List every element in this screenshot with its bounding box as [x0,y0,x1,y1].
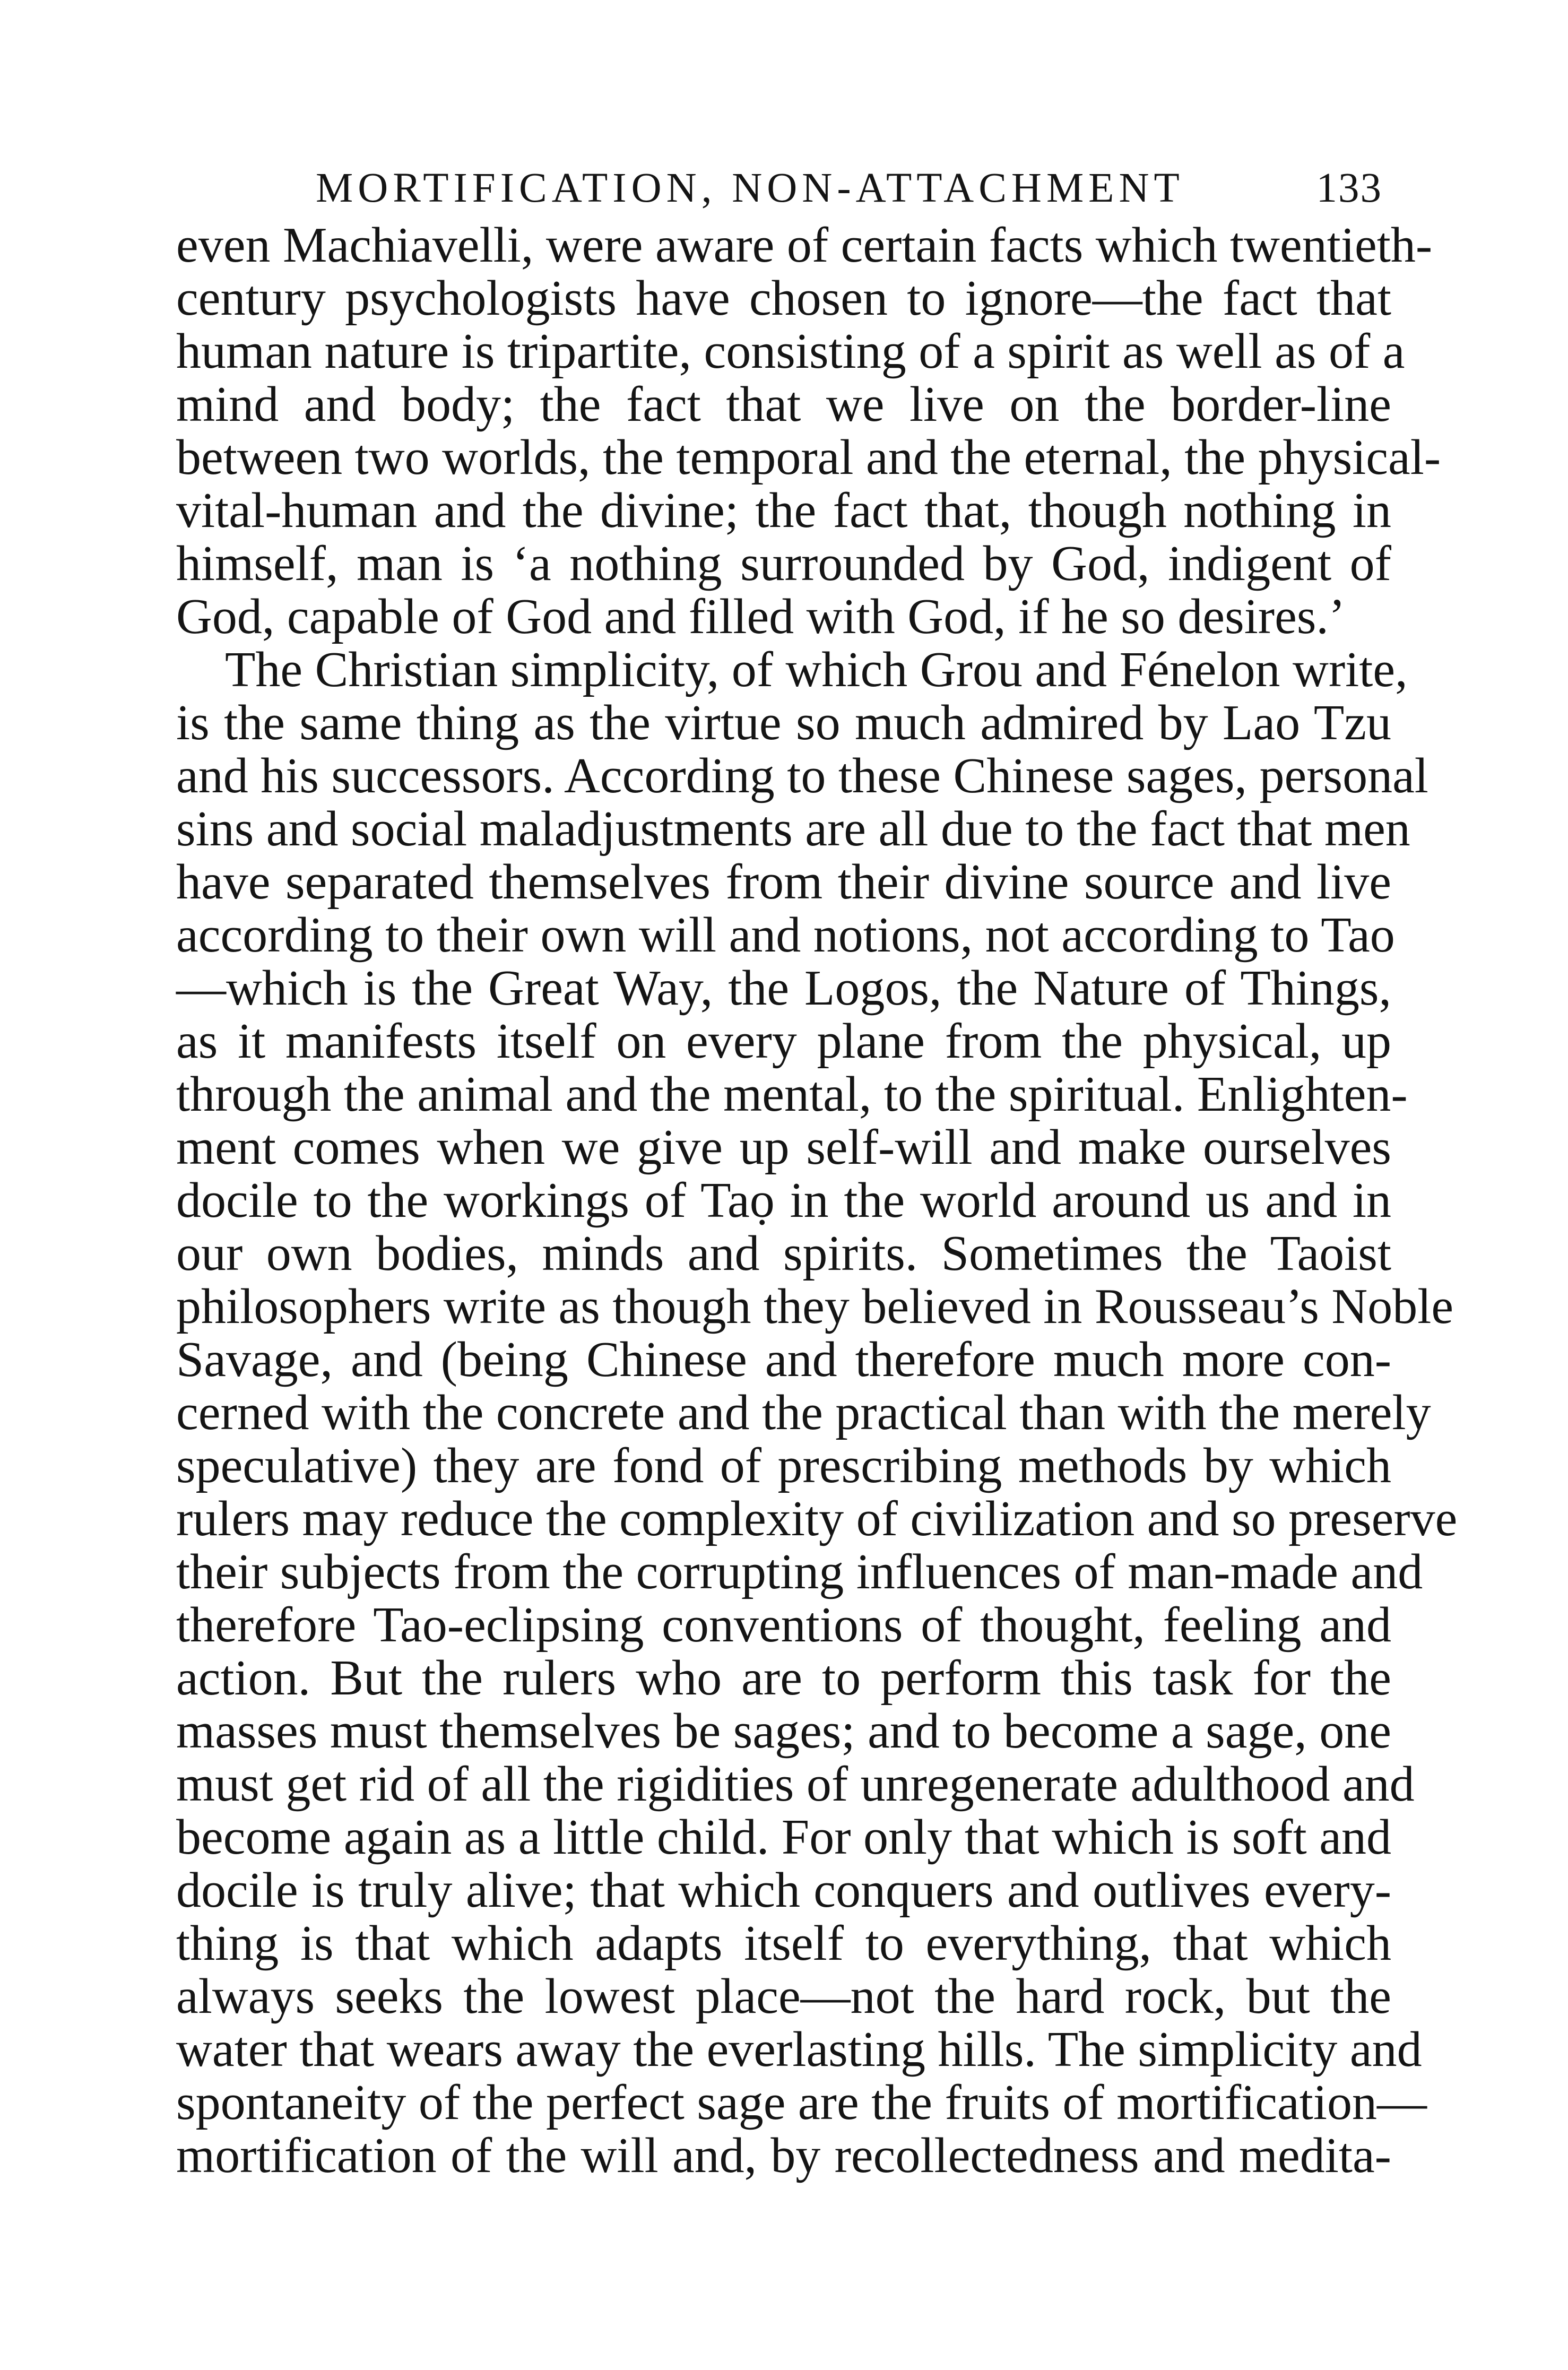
text-line: between two worlds, the temporal and the eternal, the physical- [176,430,1441,485]
text-line: must get rid of all the rigidities of unregenerate adulthood and [176,1757,1415,1812]
text-line: —which is the Great Way, the Logos, the Nature of Things, [176,961,1391,1016]
text-line: and his successors. According to these Chinese sages, personal [176,748,1428,803]
text-line: sins and social maladjustments are all due to the fact that men [176,801,1410,857]
body-text [176,218,1458,2183]
text-line: himself, man is ‘a nothing surrounded by God, indigent of [176,536,1391,591]
text-line: is the same thing as the virtue so much admired by Lao Tzu [176,695,1391,750]
text-line: become again as a little child. For only that which is soft and [176,1810,1391,1865]
text-line: therefore Tao-eclipsing conventions of thought, feeling and [176,1597,1391,1653]
text-line: The Christian simplicity, of which Grou and Fénelon write, [225,642,1408,697]
text-line: according to their own will and notions, not according to Tao [176,907,1395,963]
text-line: our own bodies, minds and spirits. Sometimes the Taoist [176,1226,1391,1281]
text-line: rulers may reduce the complexity of civilization and so preserve [176,1491,1458,1546]
text-line: even Machiavelli, were aware of certain facts which twentieth- [176,218,1433,273]
paragraph [176,642,1458,2183]
text-line: human nature is tripartite, consisting of a spirit as well as of a [176,324,1405,379]
text-line: Savage, and (being Chinese and therefore much more con- [176,1332,1391,1387]
text-line: God, capable of God and filled with God, if he so desires.’ [176,589,1346,644]
text-line: masses must themselves be sages; and to become a sage, one [176,1703,1391,1759]
text-line: always seeks the lowest place—not the hard rock, but the [176,1969,1391,2024]
page-number: 133 [1316,165,1382,211]
text-line: mortification of the will and, by recollectedness and medita- [176,2128,1391,2183]
text-line: vital-human and the divine; the fact that, though nothing in [176,483,1391,538]
running-head [316,159,1382,218]
text-line: as it manifests itself on every plane from the physical, up [176,1014,1391,1069]
text-line: spontaneity of the perfect sage are the fruits of mortification— [176,2075,1427,2130]
text-line: century psychologists have chosen to ignore—the fact that [176,271,1391,326]
chapter-title: MORTIFICATION, NON-ATTACHMENT [316,165,1184,211]
text-line: water that wears away the everlasting hills. The simplicity and [176,2022,1422,2077]
text-line: docile to the workings of Taọ in the world around us and in [176,1173,1391,1228]
text-line: cerned with the concrete and the practical than with the merely [176,1385,1431,1440]
text-line: have separated themselves from their divine source and live [176,854,1391,910]
text-line: philosophers write as though they believed in Rousseau’s Noble [176,1279,1454,1334]
text-line: mind and body; the fact that we live on the border-line [176,377,1391,432]
text-line: through the animal and the mental, to the spiritual. Enlighten- [176,1067,1408,1122]
text-line: ment comes when we give up self-will and make ourselves [176,1120,1391,1175]
text-line: their subjects from the corrupting influences of man-made and [176,1544,1423,1599]
text-line: speculative) they are fond of prescribing methods by which [176,1438,1391,1493]
text-line: thing is that which adapts itself to everything, that which [176,1916,1391,1971]
text-line: action. But the rulers who are to perform this task for the [176,1650,1391,1706]
paragraph [176,218,1441,644]
text-line: docile is truly alive; that which conquers and outlives every- [176,1863,1391,1918]
